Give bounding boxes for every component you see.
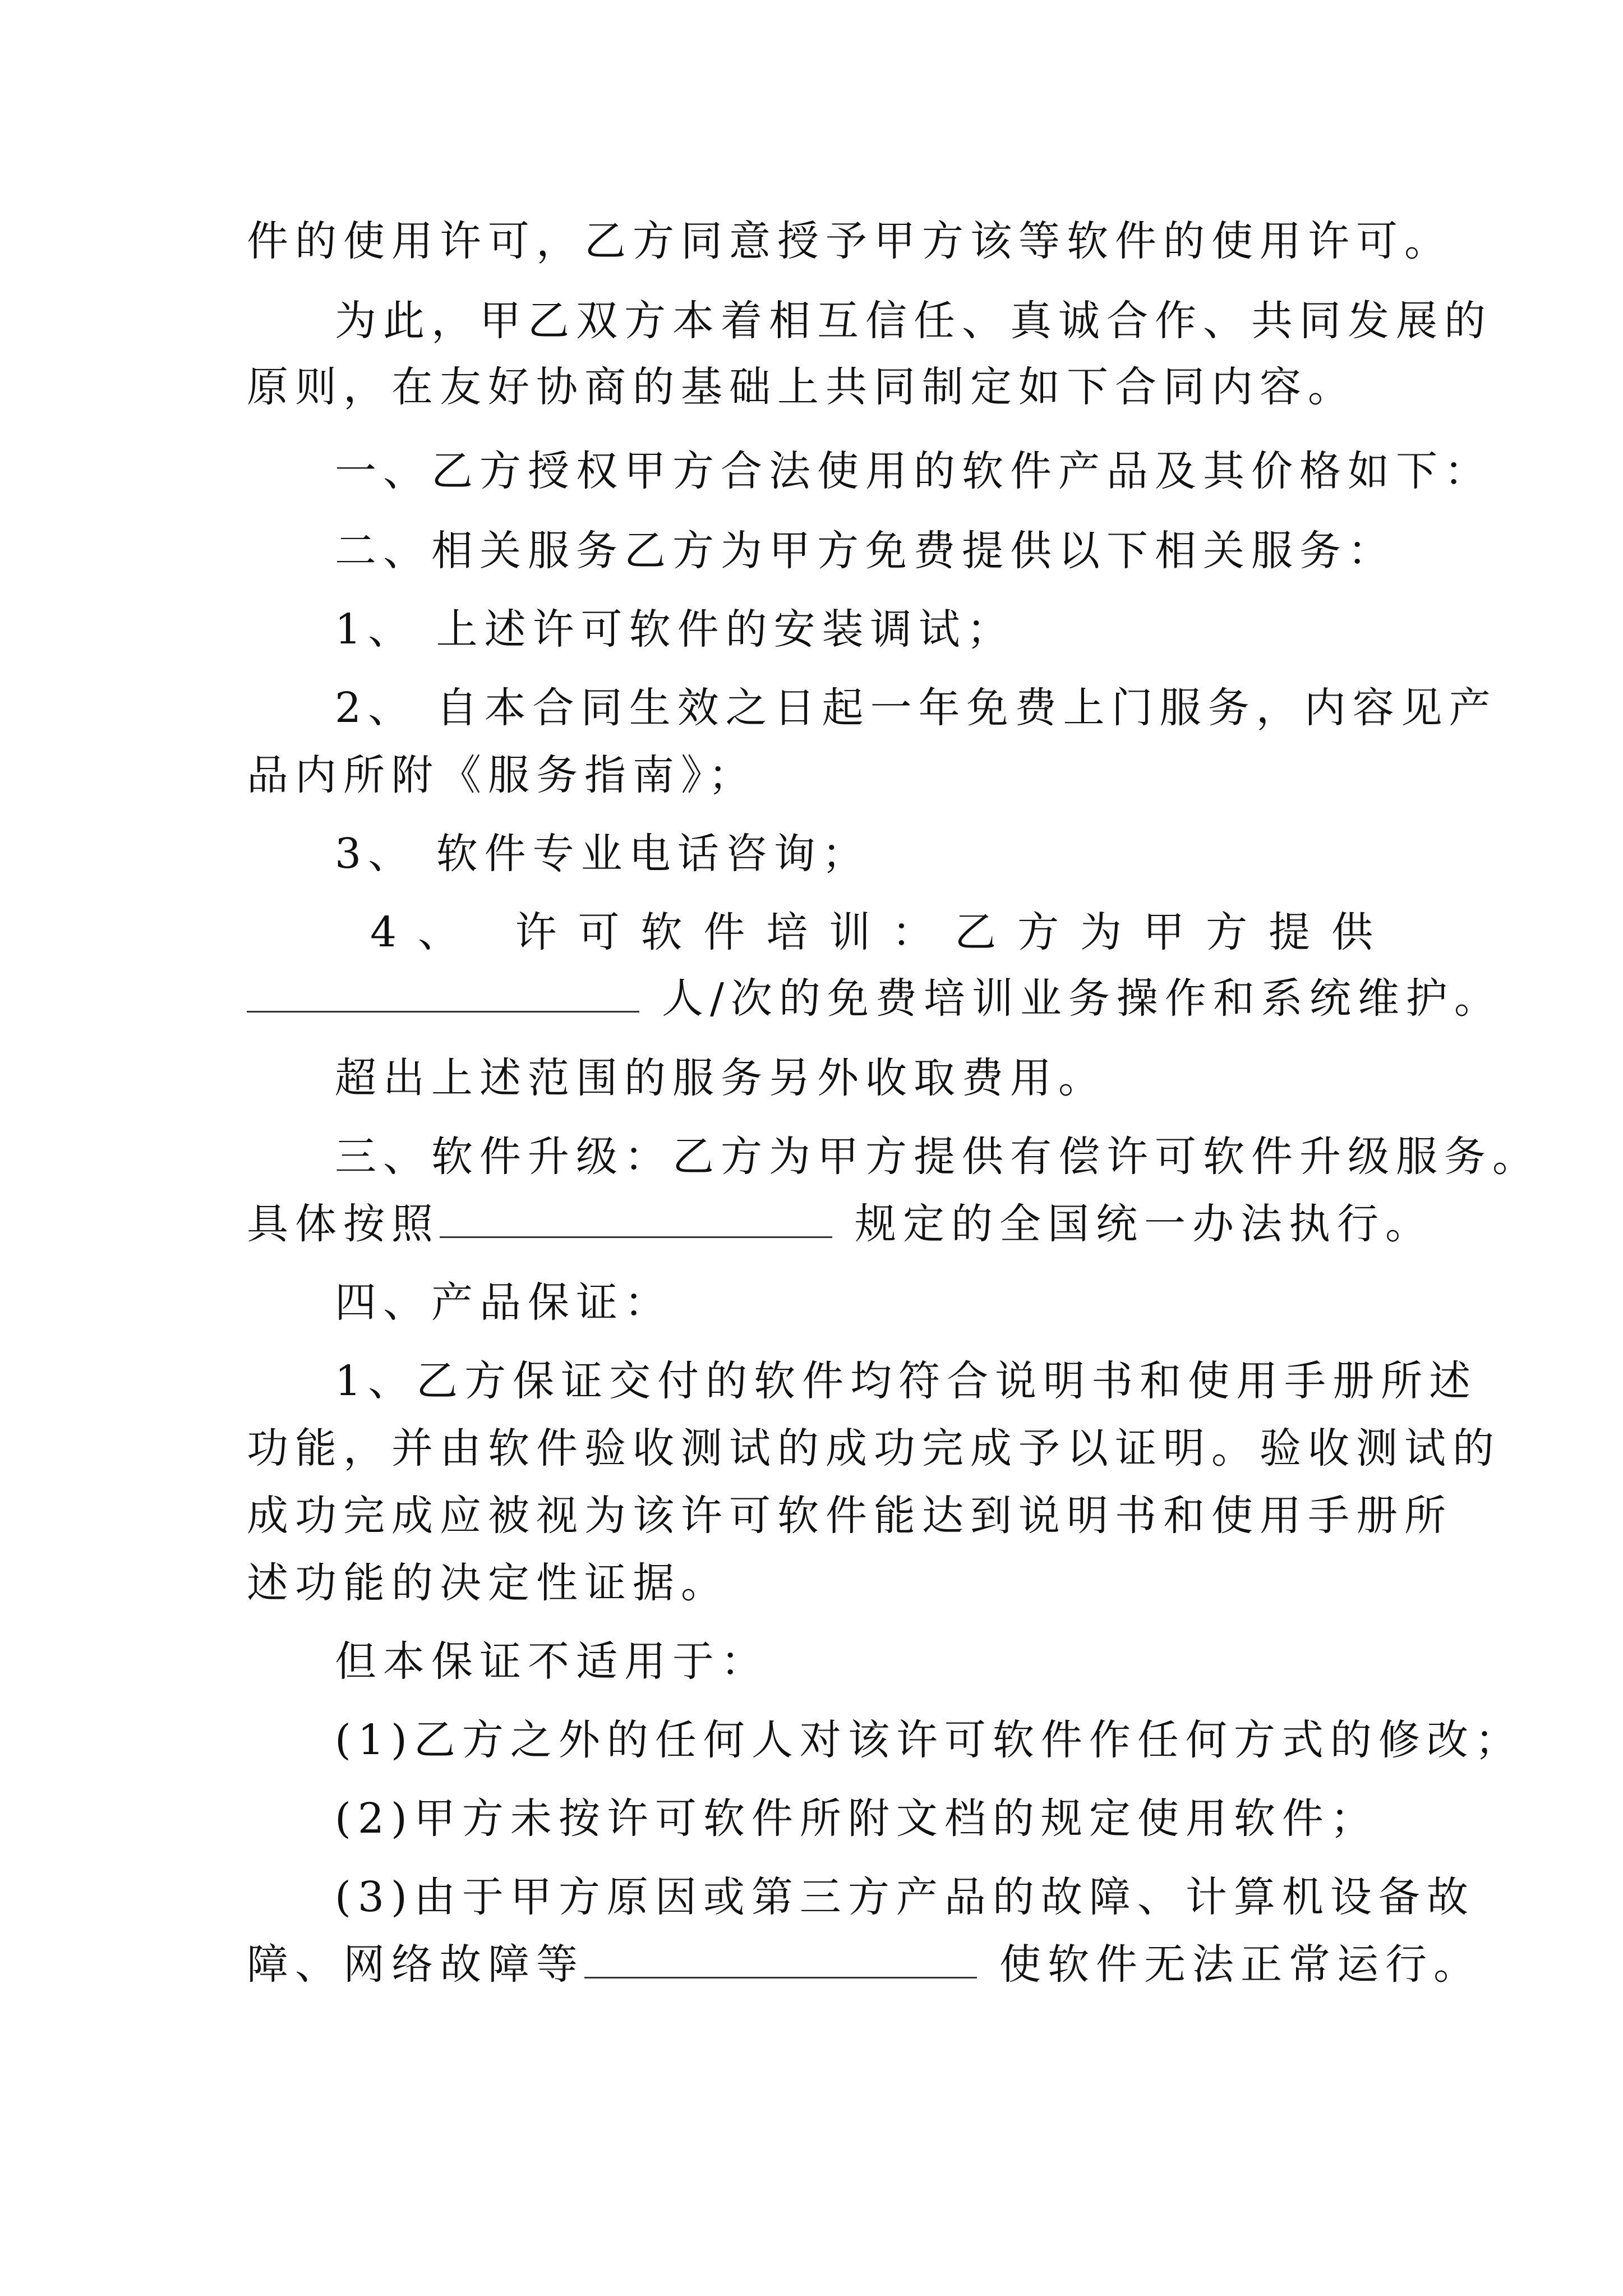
list-item: 2、 自本合同生效之日起一年免费上门服务，内容见产 — [335, 684, 1497, 732]
paragraph-line — [247, 1196, 1433, 1252]
list-item: 4、 许可软件培训：乙方为甲方提供 — [370, 908, 1380, 956]
list-item: 3、 软件专业电话咨询； — [335, 830, 870, 878]
paragraph-line: 成功完成应被视为该许可软件能达到说明书和使用手册所 — [247, 1492, 1453, 1540]
clause-heading: 四、产品保证： — [335, 1278, 672, 1327]
paragraph-line: 功能，并由软件验收测试的成功完成予以证明。验收测试的 — [247, 1424, 1501, 1473]
paragraph-line: 品内所附《服务指南》； — [247, 751, 757, 799]
blank-preceding-text: 障、网络故障等 — [247, 1940, 584, 1989]
paragraph-line: 超出上述范围的服务另外收取费用。 — [335, 1054, 1106, 1102]
paragraph-line: 但本保证不适用于： — [335, 1637, 769, 1686]
paragraph-line: 件的使用许可，乙方同意授予甲方该等软件的使用许可。 — [247, 217, 1453, 265]
clause-heading: 一、乙方授权甲方合法使用的软件产品及其价格如下： — [335, 447, 1492, 495]
list-item: (3)由于甲方原因或第三方产品的故障、计算机设备故 — [335, 1873, 1475, 1921]
fill-in-blank[interactable] — [584, 1938, 977, 1978]
blank-preceding-text: 具体按照 — [247, 1200, 440, 1248]
clause-heading: 二、相关服务乙方为甲方免费提供以下相关服务： — [335, 527, 1396, 575]
list-item: 1、 上述许可软件的安装调试； — [335, 605, 1015, 654]
list-item: (1)乙方之外的任何人对该许可软件作任何方式的修改； — [335, 1716, 1523, 1764]
paragraph-line: 为此，甲乙双方本着相互信任、真诚合作、共同发展的 — [335, 297, 1492, 345]
list-item: (2)甲方未按许可软件所附文档的规定使用软件； — [335, 1795, 1378, 1843]
blank-following-text: 使软件无法正常运行。 — [999, 1940, 1482, 1989]
paragraph-line: 原则，在友好协商的基础上共同制定如下合同内容。 — [247, 363, 1356, 411]
blank-following-text: 人/次的免费培训业务操作和系统维护。 — [662, 974, 1502, 1023]
clause-heading: 三、软件升级：乙方为甲方提供有偿许可软件升级服务。 — [335, 1133, 1541, 1181]
fill-in-blank[interactable] — [440, 1197, 832, 1238]
blank-following-text: 规定的全国统一办法执行。 — [855, 1200, 1433, 1248]
list-item: 1、乙方保证交付的软件均符合说明书和使用手册所述 — [335, 1357, 1478, 1405]
paragraph-line — [247, 1936, 1482, 1993]
paragraph-line — [247, 970, 1502, 1027]
paragraph-line: 述功能的决定性证据。 — [247, 1559, 729, 1607]
fill-in-blank[interactable] — [247, 972, 639, 1013]
